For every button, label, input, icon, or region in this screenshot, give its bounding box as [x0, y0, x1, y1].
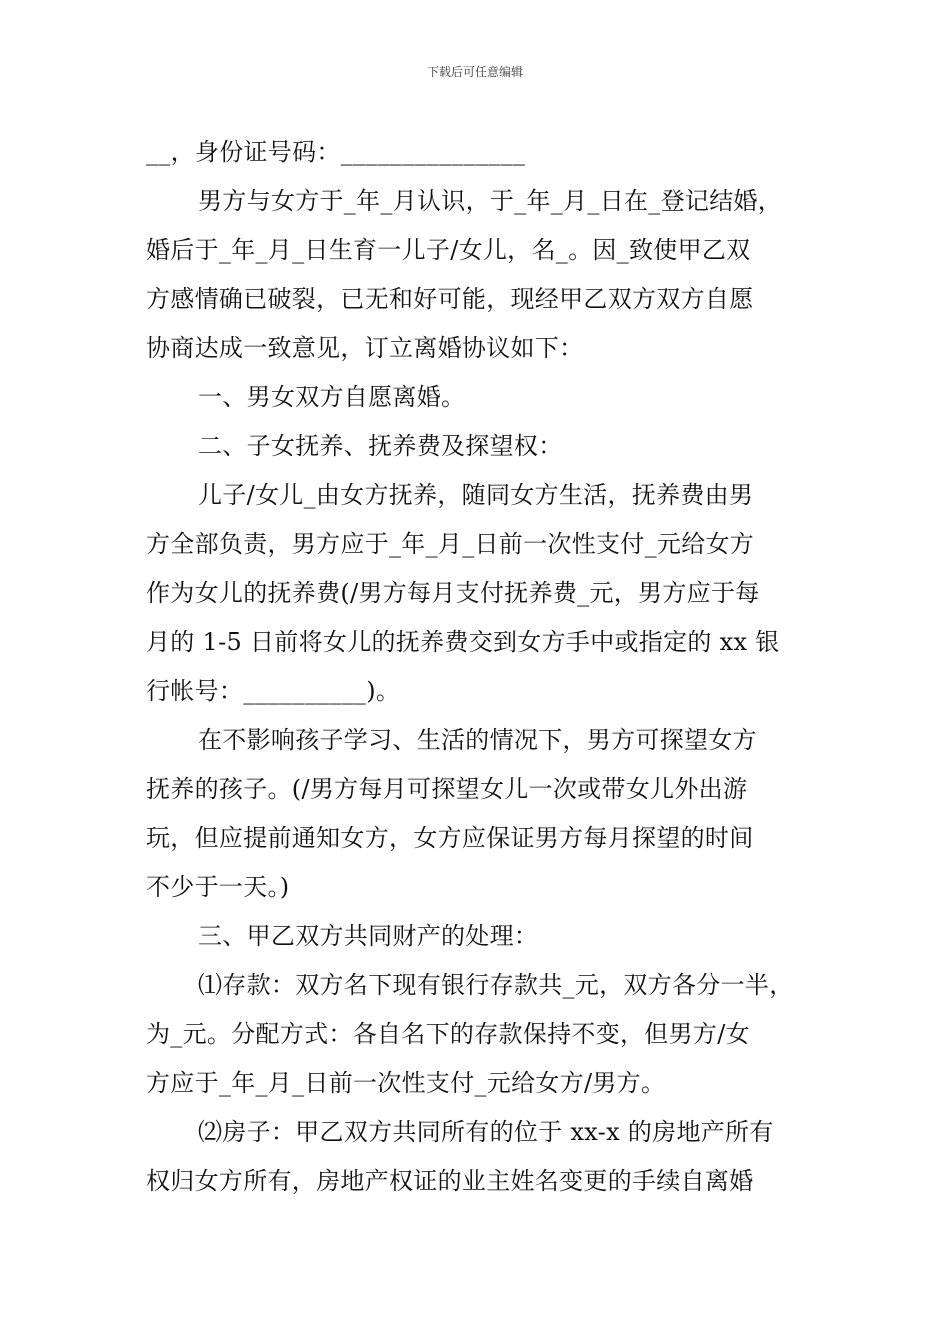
text-line: 抚养的孩子。(/男方每月可探望女儿一次或带女儿外出游 — [146, 775, 748, 803]
text-line: 一、男女双方自愿离婚。 — [198, 383, 466, 411]
text-line: 婚后于_年_月_日生育一儿子/女儿，名_。因_致使甲乙双 — [146, 236, 751, 264]
text-line: 男方与女方于_年_月认识，于_年_月_日在_登记结婚， — [198, 187, 783, 215]
text-line: 方感情确已破裂，已无和好可能，现经甲乙双方双方自愿 — [146, 285, 754, 313]
text-line: ⑴存款：双方名下现有银行存款共_元，双方各分一半， — [198, 971, 794, 999]
text-line: 儿子/女儿_由女方抚养，随同女方生活，抚养费由男 — [198, 481, 754, 509]
text-line: 方全部负责，男方应于_年_月_日前一次性支付_元给女方 — [146, 530, 755, 558]
text-line: 行帐号：__________)。 — [146, 677, 401, 705]
document-body — [146, 128, 810, 1206]
text-line: 协商达成一致意见，订立离婚协议如下： — [146, 334, 584, 362]
text-line: 玩，但应提前通知女方，女方应保证男方每月探望的时间 — [146, 824, 754, 852]
text-line: 在不影响孩子学习、生活的情况下，男方可探望女方 — [198, 726, 757, 754]
text-line: 二、子女抚养、抚养费及探望权： — [198, 432, 563, 460]
page-header-note: 下载后可任意编辑 — [426, 65, 523, 79]
text-line: 不少于一天。) — [146, 873, 290, 901]
text-line: 三、甲乙双方共同财产的处理： — [198, 922, 539, 950]
text-line: __，身份证号码：_______________ — [146, 138, 526, 166]
text-line: ⑵房子：甲乙双方共同所有的位于 xx-x 的房地产所有 — [198, 1118, 774, 1146]
text-line: 权归女方所有，房地产权证的业主姓名变更的手续自离婚 — [146, 1167, 754, 1195]
text-line: 月的 1-5 日前将女儿的抚养费交到女方手中或指定的 xx 银 — [146, 628, 780, 656]
text-line: 方应于_年_月_日前一次性支付_元给女方/男方。 — [146, 1069, 666, 1097]
text-line: 作为女儿的抚养费(/男方每月支付抚养费_元，男方应于每 — [146, 579, 760, 607]
text-line: 为_元。分配方式：各自名下的存款保持不变，但男方/女 — [146, 1020, 750, 1048]
